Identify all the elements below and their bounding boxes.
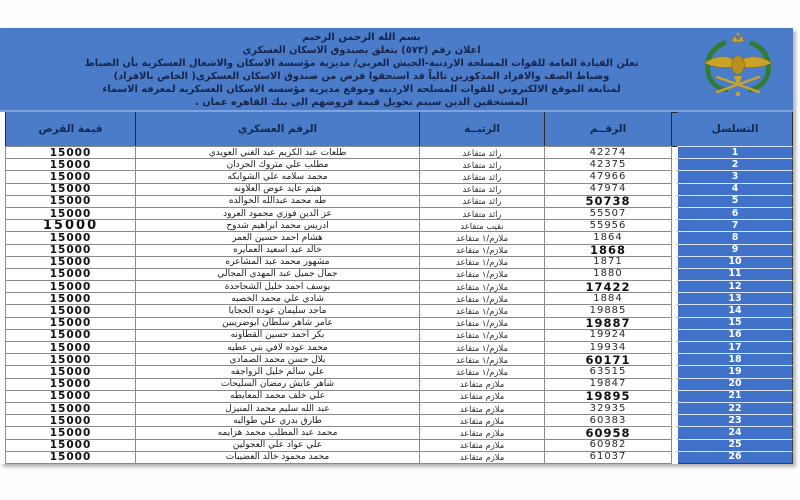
loan-value-cell: 15000 xyxy=(5,426,136,439)
loan-value-cell: 15000 xyxy=(5,207,136,220)
name-cell: محمد محمود خالد العضيبات xyxy=(135,451,420,464)
serial-cell: 26 xyxy=(677,451,793,464)
loan-value-cell: 15000 xyxy=(5,244,136,257)
rank-cell: ملازم/١ متقاعد xyxy=(419,256,545,269)
name-cell: محمد عوده لافي بني عطيه xyxy=(135,341,420,354)
column-gap xyxy=(672,452,678,464)
number-cell: 47966 xyxy=(544,170,672,183)
header-band xyxy=(0,28,793,112)
number-cell: 63515 xyxy=(544,365,672,378)
number-cell: 19934 xyxy=(544,341,672,354)
serial-cell: 3 xyxy=(677,170,793,183)
serial-cell: 16 xyxy=(677,329,793,342)
rank-cell: ملازم/١ متقاعد xyxy=(419,231,545,244)
announcement-body-line: وضباط الصف والافراد المذكورين تالياً قد استحقوا قرض من صندوق الاسكان العسكري( الخاص بالافراد) xyxy=(113,71,610,82)
name-cell: طارق بدري علي طوالبه xyxy=(135,414,420,427)
rank-cell: ملازم متقاعد xyxy=(419,439,545,452)
rank-cell: ملازم/١ متقاعد xyxy=(419,304,545,317)
rank-cell: ملازم متقاعد xyxy=(419,451,545,464)
serial-cell: 6 xyxy=(677,207,793,220)
name-cell: علي سالم خليل الرواجفه xyxy=(135,365,420,378)
loan-value-cell: 15000 xyxy=(5,146,136,159)
serial-cell: 24 xyxy=(677,426,793,439)
loan-value-cell: 15000 xyxy=(5,329,136,342)
rank-cell: ملازم/١ متقاعد xyxy=(419,341,545,354)
number-cell: 42274 xyxy=(544,146,672,159)
name-cell: علي عواد علي العجولين xyxy=(135,439,420,452)
name-cell: محمد عبد المطلب محمد هزايمه xyxy=(135,426,420,439)
column-header-loan: قيمة القرض xyxy=(5,111,136,147)
loan-value-cell: 15000 xyxy=(5,256,136,269)
column-gap xyxy=(672,112,678,147)
loan-value-cell: 15000 xyxy=(5,183,136,196)
rank-cell: ملازم/١ متقاعد xyxy=(419,365,545,378)
number-cell: 32935 xyxy=(544,402,672,415)
loan-value-cell: 15000 xyxy=(5,231,136,244)
name-cell: طه محمد عبدالله الخوالده xyxy=(135,195,420,208)
table-row xyxy=(0,452,793,464)
number-cell: 60958 xyxy=(544,426,672,439)
number-cell: 17422 xyxy=(544,280,672,293)
number-cell: 42375 xyxy=(544,158,672,171)
serial-cell: 4 xyxy=(677,183,793,196)
serial-cell: 2 xyxy=(677,158,793,171)
loan-value-cell: 15000 xyxy=(5,170,136,183)
loan-value-cell: 15000 xyxy=(5,402,136,415)
loan-value-cell: 15000 xyxy=(5,378,136,391)
number-cell: 19885 xyxy=(544,304,672,317)
rank-cell: رائد متقاعد xyxy=(419,183,545,196)
number-cell: 60982 xyxy=(544,439,672,452)
number-cell: 55956 xyxy=(544,219,672,232)
rank-cell: ملازم/١ متقاعد xyxy=(419,268,545,281)
name-cell: شادي علي محمد الخصبه xyxy=(135,292,420,305)
name-cell: هيثم عايد عوض العلاونه xyxy=(135,183,420,196)
serial-cell: 25 xyxy=(677,439,793,452)
rank-cell: رائد متقاعد xyxy=(419,207,545,220)
rank-cell: رائد متقاعد xyxy=(419,146,545,159)
number-cell: 19924 xyxy=(544,329,672,342)
number-cell: 19887 xyxy=(544,317,672,330)
number-cell: 1864 xyxy=(544,231,672,244)
serial-cell: 15 xyxy=(677,317,793,330)
column-header-serial: التسلسل xyxy=(677,111,793,147)
loan-value-cell: 15000 xyxy=(5,268,136,281)
serial-cell: 8 xyxy=(677,231,793,244)
serial-cell: 23 xyxy=(677,414,793,427)
header-text-block xyxy=(0,28,793,109)
serial-cell: 12 xyxy=(677,280,793,293)
number-cell: 60171 xyxy=(544,353,672,366)
serial-cell: 11 xyxy=(677,268,793,281)
serial-cell: 21 xyxy=(677,390,793,403)
jordan-armed-forces-emblem-icon xyxy=(699,31,777,103)
name-cell: علي خلف محمد المعايطه xyxy=(135,390,420,403)
rank-cell: ملازم متقاعد xyxy=(419,390,545,403)
rank-cell: ملازم/١ متقاعد xyxy=(419,280,545,293)
loan-value-cell: 15000 xyxy=(5,158,136,171)
loan-value-cell: 15000 xyxy=(5,195,136,208)
loan-value-cell: 15000 xyxy=(5,292,136,305)
rank-cell: رائد متقاعد xyxy=(419,158,545,171)
number-cell: 55507 xyxy=(544,207,672,220)
name-cell: ادريس محمد ابراهيم شدوح xyxy=(135,219,420,232)
name-cell: محمد سلامه علي الشوابكه xyxy=(135,170,420,183)
loan-value-cell: 15000 xyxy=(5,390,136,403)
column-header-name: الرقم العسكري xyxy=(135,111,420,147)
beneficiaries-table xyxy=(0,112,793,464)
serial-cell: 19 xyxy=(677,365,793,378)
column-header-rank: الرتبــة xyxy=(419,111,545,147)
loan-value-cell: 15000 xyxy=(5,341,136,354)
name-cell: يوسف احمد خليل الشحاحدة xyxy=(135,280,420,293)
name-cell: شاهر عايش رمضان السليحات xyxy=(135,378,420,391)
serial-cell: 7 xyxy=(677,219,793,232)
rank-cell: ملازم متقاعد xyxy=(419,402,545,415)
announcement-body-line: تعلن القيادة العامة للقوات المسلحة الاردنية-الجيش العربي/ مديرية مؤسسة الاسكان والاشغال العسكرية بأن الضباط xyxy=(84,58,639,69)
serial-cell: 10 xyxy=(677,256,793,269)
table-header-row xyxy=(0,112,793,147)
rank-cell: ملازم/١ متقاعد xyxy=(419,244,545,257)
number-cell: 1884 xyxy=(544,292,672,305)
basmala-text: بسم الله الرحمن الرحيم xyxy=(302,32,421,43)
number-cell: 61037 xyxy=(544,451,672,464)
name-cell: بكر احمد حسين القطاونه xyxy=(135,329,420,342)
rank-cell: ملازم/١ متقاعد xyxy=(419,292,545,305)
serial-cell: 17 xyxy=(677,341,793,354)
name-cell: هشام احمد حسين العمر xyxy=(135,231,420,244)
rank-cell: ملازم/١ متقاعد xyxy=(419,317,545,330)
rank-cell: رائد متقاعد xyxy=(419,170,545,183)
name-cell: جمال جميل عبد المهدي المجالي xyxy=(135,268,420,281)
rank-cell: ملازم متقاعد xyxy=(419,414,545,427)
number-cell: 1868 xyxy=(544,244,672,257)
number-cell: 60383 xyxy=(544,414,672,427)
rank-cell: ملازم/١ متقاعد xyxy=(419,353,545,366)
announcement-body-line: لمتابعة الموقع الالكتروني للقوات المسلحه الاردنيه وموقع مديرية مؤسسه الاسكان العسكريه لمعرفه الاسماء xyxy=(102,84,621,95)
serial-cell: 13 xyxy=(677,292,793,305)
rank-cell: ملازم متقاعد xyxy=(419,426,545,439)
rank-cell: نقيب متقاعد xyxy=(419,219,545,232)
rank-cell: رائد متقاعد xyxy=(419,195,545,208)
serial-cell: 5 xyxy=(677,195,793,208)
loan-value-cell: 15000 xyxy=(5,280,136,293)
number-cell: 47974 xyxy=(544,183,672,196)
serial-cell: 14 xyxy=(677,304,793,317)
loan-value-cell: 15000 xyxy=(5,317,136,330)
loan-value-cell: 15000 xyxy=(5,365,136,378)
loan-value-cell: 15000 xyxy=(5,304,136,317)
name-cell: خالد عيد اسعيد العمايره xyxy=(135,244,420,257)
name-cell: عبد الله سليم محمد المنيزل xyxy=(135,402,420,415)
number-cell: 50738 xyxy=(544,195,672,208)
name-cell: طلعات عبد الكريم عبد الغني العويدي xyxy=(135,146,420,159)
name-cell: عامر شاهر سلطان ابوضريبين xyxy=(135,317,420,330)
announcement-title: اعلان رقم (٥٧٣) يتعلق بصندوق الاسكان العسكري xyxy=(242,45,481,56)
serial-cell: 1 xyxy=(677,146,793,159)
number-cell: 1871 xyxy=(544,256,672,269)
number-cell: 19847 xyxy=(544,378,672,391)
loan-value-cell: 15000 xyxy=(5,219,136,232)
rank-cell: ملازم متقاعد xyxy=(419,378,545,391)
name-cell: مشهور محمد عبد المشاعره xyxy=(135,256,420,269)
serial-cell: 18 xyxy=(677,353,793,366)
number-cell: 1880 xyxy=(544,268,672,281)
name-cell: عز الدين فوزي محمود العرود xyxy=(135,207,420,220)
announcement-document xyxy=(0,28,793,464)
serial-cell: 9 xyxy=(677,244,793,257)
name-cell: ماجد سليمان عوده الحجايا xyxy=(135,304,420,317)
name-cell: بلال حسن محمد الصمادي xyxy=(135,353,420,366)
loan-value-cell: 15000 xyxy=(5,439,136,452)
loan-value-cell: 15000 xyxy=(5,353,136,366)
serial-cell: 20 xyxy=(677,378,793,391)
serial-cell: 22 xyxy=(677,402,793,415)
column-header-number: الرقــم xyxy=(544,111,672,147)
loan-value-cell: 15000 xyxy=(5,414,136,427)
name-cell: مطلب علي متروك الحردان xyxy=(135,158,420,171)
loan-value-cell: 15000 xyxy=(5,451,136,464)
number-cell: 19895 xyxy=(544,390,672,403)
announcement-body-line: المستحقين الذين سيتم تحويل قيمة قروضهم الى بنك القاهره عمان . xyxy=(195,97,528,108)
rank-cell: ملازم/١ متقاعد xyxy=(419,329,545,342)
